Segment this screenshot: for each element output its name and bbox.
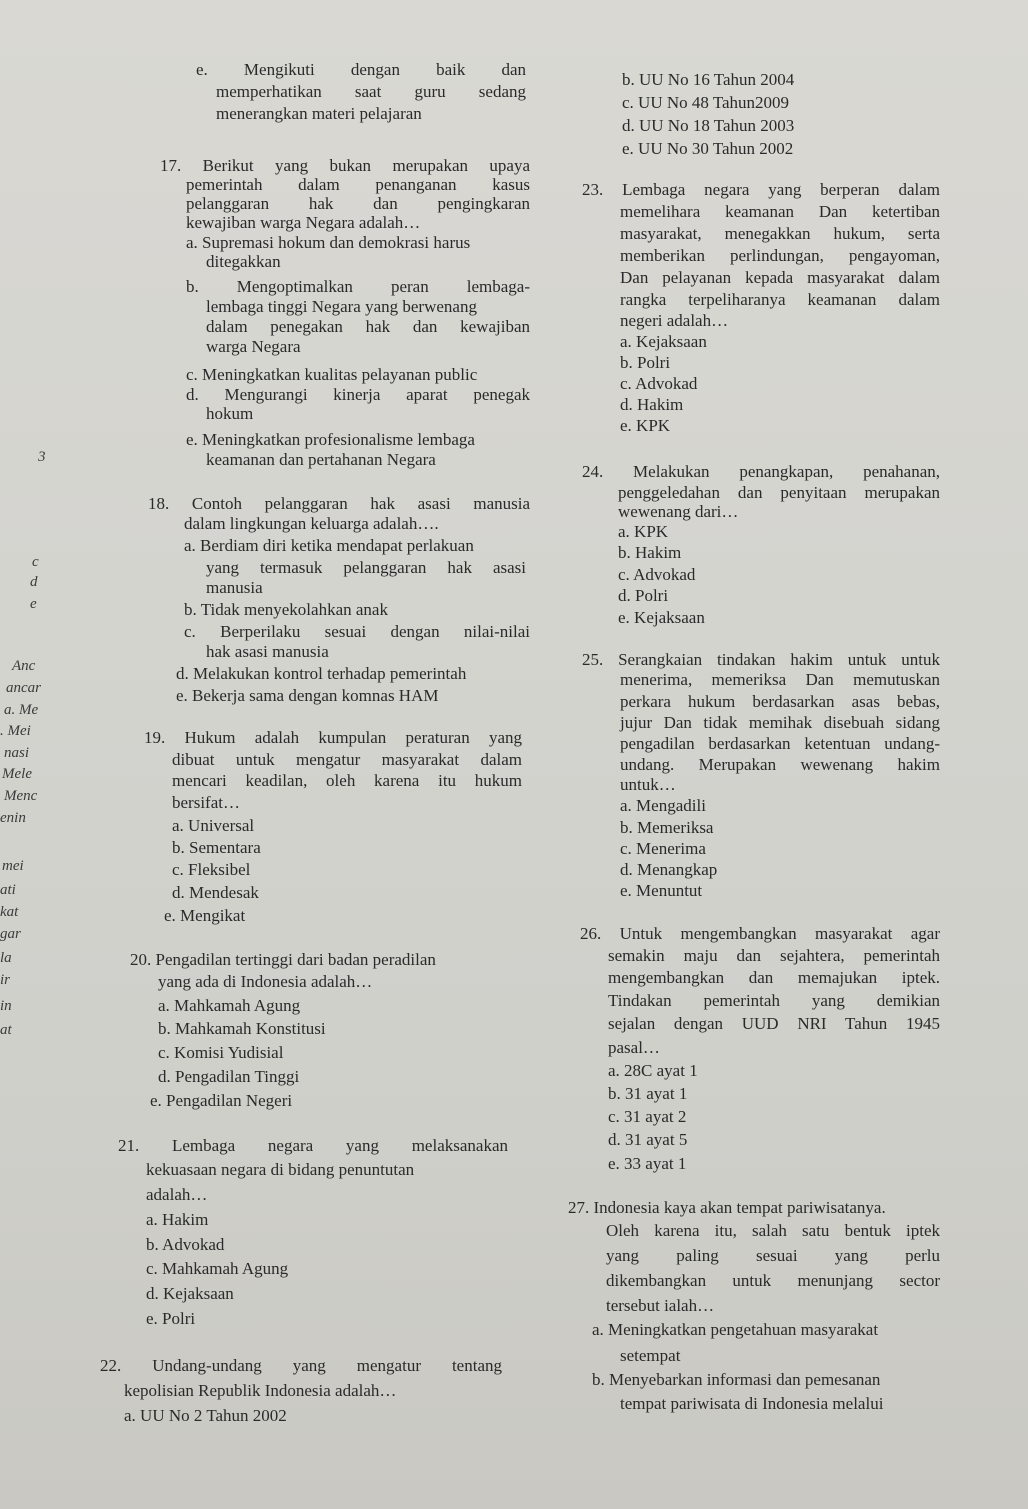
question-19-line: mencari keadilan, oleh karena itu hukum [172,771,522,790]
question-25-line: jujur Dan tidak memihak disebuah sidang [620,713,940,732]
question-23-line: rangka terpeliharanya keamanan dalam [620,290,940,309]
question-23-line: memberikan perlindungan, pengayoman, [620,246,940,265]
question-26-line: pasal… [608,1038,660,1057]
margin-fragment: mei [2,858,24,874]
option-line: d. Menangkap [620,860,718,879]
option-line: b. 31 ayat 1 [608,1084,688,1103]
question-26-line: semakin maju dan sejahtera, pemerintah [608,946,940,965]
option-line: a. UU No 2 Tahun 2002 [124,1406,287,1425]
option-line: d. Kejaksaan [146,1284,234,1303]
margin-fragment: gar [0,926,21,942]
option-line: b. Menyebarkan informasi dan pemesanan [592,1370,881,1389]
option-line: e. Mengikat [164,906,246,925]
question-26-line: Tindakan pemerintah yang demikian [608,991,940,1010]
question-19-line: 19. Hukum adalah kumpulan peraturan yang [144,728,522,747]
option-line: e. KPK [620,416,671,435]
question-22-line: 22. Undang-undang yang mengatur tentang [100,1356,502,1375]
option-line: c. 31 ayat 2 [608,1107,687,1126]
option-line: yang termasuk pelanggaran hak asasi [206,558,526,577]
margin-fragment: nasi [4,745,30,761]
question-25-line: perkara hukum berdasarkan asas bebas, [620,692,940,711]
option-line: c. UU No 48 Tahun2009 [622,93,790,112]
option-line: b. Tidak menyekolahkan anak [184,600,388,619]
question-18-line: 18. Contoh pelanggaran hak asasi manusia [148,494,530,513]
option-line: e. Kejaksaan [618,608,705,627]
option-line: setempat [620,1346,681,1365]
margin-fragment: e [30,596,37,612]
option-line: d. UU No 18 Tahun 2003 [622,116,795,135]
question-23-line: masyarakat, menegakkan hukum, serta [620,224,940,243]
option-line: b. Mengoptimalkan peran lembaga- [186,277,530,296]
option-line: e. 33 ayat 1 [608,1154,687,1173]
option-line: a. Supremasi hokum dan demokrasi harus [186,233,471,252]
option-line: a. Hakim [146,1210,209,1229]
margin-fragment: Mele [2,766,32,782]
option-line: c. Mahkamah Agung [146,1259,289,1278]
question-17-line: pemerintah dalam penanganan kasus [186,175,530,194]
question-25-line: menerima, memeriksa Dan memutuskan [620,670,940,689]
question-23-line: Dan pelayanan kepada masyarakat dalam [620,268,940,287]
margin-fragment: c [32,554,39,570]
option-line: lembaga tinggi Negara yang berwenang [206,297,477,316]
option-line: b. Polri [620,353,671,372]
option-line: d. Hakim [620,395,684,414]
question-27-line: tersebut ialah… [606,1296,715,1315]
option-line: dalam penegakan hak dan kewajiban [206,317,530,336]
option-line: d. 31 ayat 5 [608,1130,688,1149]
margin-fragment: at [0,1022,12,1038]
question-22-line: kepolisian Republik Indonesia adalah… [124,1381,397,1400]
option-line: e. Mengikuti dengan baik dan [196,60,526,79]
question-17-line: kewajiban warga Negara adalah… [186,213,421,232]
margin-fragment: kat [0,904,19,920]
margin-fragment: . Mei [0,723,31,739]
option-line: hokum [206,404,254,423]
option-line: e. Meningkatkan profesionalisme lembaga [186,430,475,449]
margin-fragment: 3 [38,449,46,465]
option-line: a. Kejaksaan [620,332,707,351]
option-line: a. Mengadili [620,796,706,815]
question-24-line: penggeledahan dan penyitaan merupakan [618,483,940,502]
option-line: e. UU No 30 Tahun 2002 [622,139,794,158]
question-20-line: yang ada di Indonesia adalah… [158,972,373,991]
option-line: warga Negara [206,337,301,356]
question-21-line: kekuasaan negara di bidang penuntutan [146,1160,415,1179]
option-line: a. 28C ayat 1 [608,1061,698,1080]
question-20-line: 20. Pengadilan tertinggi dari badan peradilan [130,950,436,969]
margin-fragment: in [0,998,12,1014]
option-line: c. Fleksibel [172,860,251,879]
option-line: d. Mendesak [172,883,259,902]
option-line: b. Advokad [146,1235,225,1254]
question-23-line: memelihara keamanan Dan ketertiban [620,202,940,221]
margin-fragment: ati [0,882,16,898]
option-line: a. Berdiam diri ketika mendapat perlakuan [184,536,474,555]
question-17-line: pelanggaran hak dan pengingkaran [186,194,530,213]
margin-fragment: a. Me [4,702,39,718]
question-27-line: dikembangkan untuk menunjang sector [606,1271,940,1290]
option-line: d. Mengurangi kinerja aparat penegak [186,385,530,404]
option-line: e. Menuntut [620,881,703,900]
question-23-line: 23. Lembaga negara yang berperan dalam [582,180,940,199]
question-26-line: 26. Untuk mengembangkan masyarakat agar [580,924,940,943]
margin-fragment: ancar [6,680,41,696]
option-line: b. UU No 16 Tahun 2004 [622,70,795,89]
question-25-line: pengadilan berdasarkan ketentuan undang- [620,734,940,753]
question-17-line: 17. Berikut yang bukan merupakan upaya [160,156,530,175]
option-line: d. Polri [618,586,669,605]
question-18-line: dalam lingkungan keluarga adalah…. [184,514,439,533]
margin-fragment: Anc [12,658,36,674]
question-21-line: 21. Lembaga negara yang melaksanakan [118,1136,508,1155]
question-26-line: sejalan dengan UUD NRI Tahun 1945 [608,1014,940,1033]
question-25-line: untuk… [620,775,676,794]
margin-fragment: la [0,950,12,966]
option-line: a. KPK [618,522,669,541]
option-line: c. Menerima [620,839,706,858]
option-line: c. Advokad [618,565,696,584]
option-line: c. Berperilaku sesuai dengan nilai-nilai [184,622,530,641]
option-line: e. Polri [146,1309,196,1328]
option-line: c. Meningkatkan kualitas pelayanan public [186,365,478,384]
question-24-line: 24. Melakukan penangkapan, penahanan, [582,462,940,481]
question-19-line: dibuat untuk mengatur masyarakat dalam [172,750,522,769]
option-line: b. Hakim [618,543,682,562]
option-line: a. Mahkamah Agung [158,996,301,1015]
option-line: b. Memeriksa [620,818,714,837]
option-line: c. Advokad [620,374,698,393]
option-line: hak asasi manusia [206,642,329,661]
option-line: a. Universal [172,816,255,835]
question-26-line: mengembangkan dan memajukan iptek. [608,968,940,987]
option-line: keamanan dan pertahanan Negara [206,450,436,469]
option-line: manusia [206,578,263,597]
question-21-line: adalah… [146,1185,208,1204]
option-line: b. Sementara [172,838,261,857]
question-19-line: bersifat… [172,793,240,812]
margin-fragment: ir [0,972,11,988]
option-line: d. Pengadilan Tinggi [158,1067,300,1086]
question-25-line: 25. Serangkaian tindakan hakim untuk untuk [582,650,940,669]
option-line: memperhatikan saat guru sedang [216,82,526,101]
option-line: a. Meningkatkan pengetahuan masyarakat [592,1320,879,1339]
margin-fragment: Menc [4,788,38,804]
question-24-line: wewenang dari… [618,502,739,521]
option-line: e. Bekerja sama dengan komnas HAM [176,686,439,705]
option-line: ditegakkan [206,252,281,271]
margin-fragment: d [30,574,38,590]
option-line: b. Mahkamah Konstitusi [158,1019,326,1038]
question-23-line: negeri adalah… [620,311,729,330]
question-27-line: yang paling sesuai yang perlu [606,1246,940,1265]
option-line: menerangkan materi pelajaran [216,104,422,123]
option-line: e. Pengadilan Negeri [150,1091,293,1110]
option-line: c. Komisi Yudisial [158,1043,284,1062]
option-line: d. Melakukan kontrol terhadap pemerintah [176,664,467,683]
question-27-line: 27. Indonesia kaya akan tempat pariwisatanya. [568,1198,886,1217]
option-line: tempat pariwisata di Indonesia melalui [620,1394,884,1413]
question-25-line: undang. Merupakan wewenang hakim [620,755,940,774]
margin-fragment: enin [0,810,26,826]
question-27-line: Oleh karena itu, salah satu bentuk iptek [606,1221,940,1240]
